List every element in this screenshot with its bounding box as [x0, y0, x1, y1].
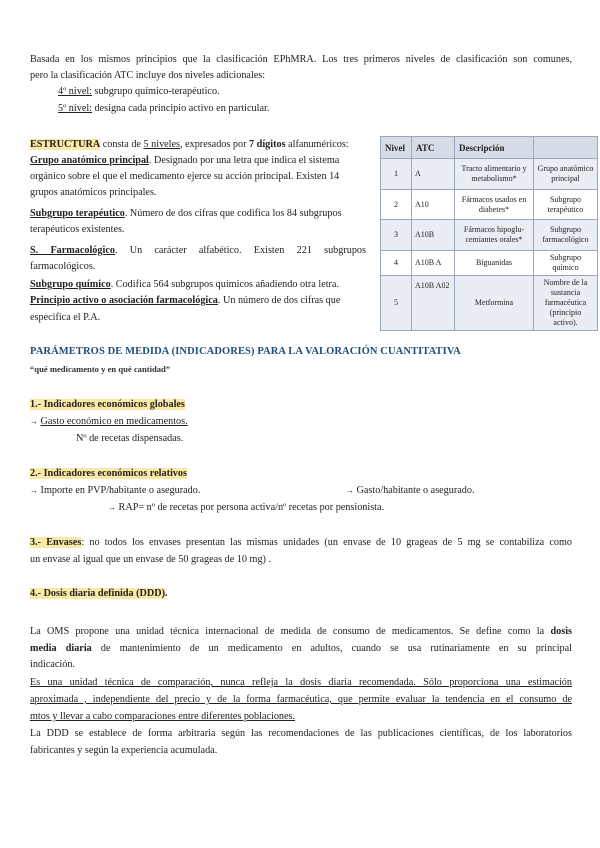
section-3-line-2: un envase al igual que un envase de 50 grageas de 10 mg) .	[30, 554, 272, 565]
table-row	[381, 220, 598, 251]
table-cell: Metformina	[455, 276, 534, 331]
level-5-text: designa cada principio activo en particular.	[92, 103, 270, 114]
atc-table	[380, 136, 598, 331]
level-5-label: 5º nivel:	[58, 103, 92, 114]
table-header: Nivel	[381, 137, 412, 159]
group-3-label: S. Farmacológico	[30, 245, 115, 256]
table-cell: A	[412, 159, 455, 190]
table-cell: A10B A02	[412, 276, 455, 331]
section-3	[30, 535, 572, 551]
section-2-item-1-text: Importe en PVP/habitante o asegurado.	[40, 485, 201, 496]
section-1-title-text: 1.- Indicadores económicos globales	[30, 399, 185, 410]
group-3	[30, 243, 366, 259]
section-2-title-text: 2.- Indicadores económicos relativos	[30, 468, 187, 479]
ddd-text: La OMS propone una unidad técnica internacional de medida de consumo de medicamentos. Se define como la	[30, 626, 545, 637]
section-2-item-2-text: Gasto/habitante o asegurado.	[356, 485, 475, 496]
group-5-line-2: especifica el P.A.	[30, 312, 101, 323]
section-2-title	[30, 466, 187, 482]
structure-label: ESTRUCTURA	[30, 139, 101, 150]
level-4-label: 4º nivel:	[58, 86, 92, 97]
ddd-bold: media diaria	[30, 643, 92, 654]
group-2-line-2: terapéuticos existentes.	[30, 224, 125, 235]
table-header-row	[381, 137, 598, 159]
level-4-text: subgrupo químico-terapéutico.	[92, 86, 220, 97]
group-2-text: . Número de dos cifras que codifica los 84 subgrupos	[124, 208, 342, 219]
structure-text: consta de	[100, 139, 144, 150]
arrow-icon: →	[346, 486, 354, 495]
section-4-title	[30, 586, 168, 602]
ddd-bold: dosis	[550, 626, 573, 637]
section-2-item-3	[108, 500, 384, 516]
group-2	[30, 206, 342, 222]
table-cell: A10B A	[412, 251, 455, 276]
table-header: ATC	[412, 137, 455, 159]
table-cell: 1	[381, 159, 412, 190]
ddd-paragraph-3: La DDD se establece de forma arbitraria según las recomendaciones de las publicaciones científicas, de los laboratorios	[30, 728, 572, 739]
ddd-underlined-line-2: aproximada , independiente del precio y de la forma farmacéutica, que permite evaluar la tendencia en el consumo de	[30, 694, 572, 705]
ddd-paragraph-1-line-2	[30, 641, 572, 657]
section-1-title	[30, 397, 185, 413]
section-2-item-1	[30, 483, 200, 499]
structure-intro	[30, 137, 349, 153]
section-1-item-2: Nº de recetas dispensadas.	[76, 433, 184, 444]
section-2-item-3-text: RAP= nº de recetas por persona activa/nº recetas por pensionista.	[118, 502, 385, 513]
params-subtitle: “qué medicamento y en qué cantidad”	[30, 364, 171, 374]
group-1-text: . Designado por una letra que indica el sistema	[148, 155, 340, 166]
table-cell: Tracto alimentario y metabolismo*	[455, 159, 534, 190]
table-cell: 4	[381, 251, 412, 276]
table-row	[381, 251, 598, 276]
group-5-label: Principio activo o asociación farmacológica	[30, 295, 218, 306]
section-4-title-text: 4.- Dosis diaria definida (DDD)	[30, 588, 165, 599]
section-2-item-2	[346, 483, 475, 499]
ddd-paragraph-1-line-3: indicación.	[30, 659, 75, 670]
structure-digits: 7 dígitos	[249, 139, 286, 150]
ddd-text: de mantenimiento de un medicamento en adultos, cuando se usa rutinariamente en su principal	[91, 643, 572, 654]
table-cell: Fármacos usados en diabetes*	[455, 190, 534, 220]
ddd-paragraph-1	[30, 624, 572, 640]
section-3-text: : no todos los envases presentan las mismas unidades (un envase de 10 grageas de 5 mg se contabiliza como	[81, 537, 572, 548]
section-1-item-1-text: Gasto económico en medicamentos.	[40, 416, 188, 427]
group-1	[30, 153, 339, 169]
group-1-line-2: orgánico sobre el que el medicamento ejerce su acción principal. Existen 14	[30, 171, 340, 182]
table-row	[381, 276, 598, 331]
group-5	[30, 293, 340, 309]
group-4-label: Subgrupo químico	[30, 279, 111, 290]
group-1-label: Grupo anatómico principal	[30, 155, 149, 166]
ddd-underlined-line-1: Es una unidad técnica de comparación, nunca refleja la dosis diaria recomendada. Sólo proporciona una estimación	[30, 677, 572, 688]
intro-line-1: Basada en los mismos principios que la clasificación EPhMRA. Los tres primeros niveles de clasificación son comunes,	[30, 54, 572, 65]
structure-text: alfanuméricos:	[285, 139, 349, 150]
table-cell: A10B	[412, 220, 455, 251]
table-row	[381, 159, 598, 190]
arrow-icon: →	[108, 503, 116, 512]
group-1-line-3: grupos anatómicos principales.	[30, 187, 157, 198]
section-4-title-dot: .	[165, 588, 168, 599]
table-cell: A10	[412, 190, 455, 220]
group-4-text: . Codifica 564 subgrupos químicos añadiendo otra letra.	[110, 279, 340, 290]
ddd-underlined-line-3: mtos y llevar a cabo comparaciones entre diferentes poblaciones.	[30, 711, 296, 722]
group-5-text: . Un número de dos cifras que	[217, 295, 341, 306]
section-3-title: 3.- Envases	[30, 537, 82, 548]
table-cell: Subgrupo farmacológico	[534, 220, 598, 251]
group-3-text: . Un carácter alfabético. Existen 221 subgrupos	[114, 245, 366, 256]
params-title: PARÁMETROS DE MEDIDA (INDICADORES) PARA LA VALORACIÓN CUANTITATIVA	[30, 346, 461, 357]
intro-line-2: pero la clasificación ATC incluye dos niveles adicionales:	[30, 70, 266, 81]
ddd-paragraph-3-line-2: fabricantes y según la experiencia acumulada.	[30, 745, 218, 756]
table-cell: Biguanidas	[455, 251, 534, 276]
table-cell: Subgrupo terapéutico	[534, 190, 598, 220]
table-row	[381, 190, 598, 220]
group-2-label: Subgrupo terapéutico	[30, 208, 125, 219]
level-4-item	[58, 84, 220, 100]
table-cell: 5	[381, 276, 412, 331]
table-cell: Fármacos hipoglu-cemiantes orales*	[455, 220, 534, 251]
table-cell: 2	[381, 190, 412, 220]
table-cell: Grupo anatómico principal	[534, 159, 598, 190]
table-cell: Nombre de la sustancia farmacéutica (principio activo).	[534, 276, 598, 331]
group-4	[30, 277, 339, 293]
arrow-icon: →	[30, 417, 38, 426]
structure-text: , expresados por	[180, 139, 250, 150]
structure-levels: 5 niveles	[143, 139, 180, 150]
table-header	[534, 137, 598, 159]
table-cell: 3	[381, 220, 412, 251]
group-3-line-2: farmacológicos.	[30, 261, 96, 272]
arrow-icon: →	[30, 486, 38, 495]
section-1-item-1	[30, 414, 188, 430]
table-cell: Subgrupo químico	[534, 251, 598, 276]
table-header: Descripción	[455, 137, 534, 159]
level-5-item	[58, 101, 269, 117]
